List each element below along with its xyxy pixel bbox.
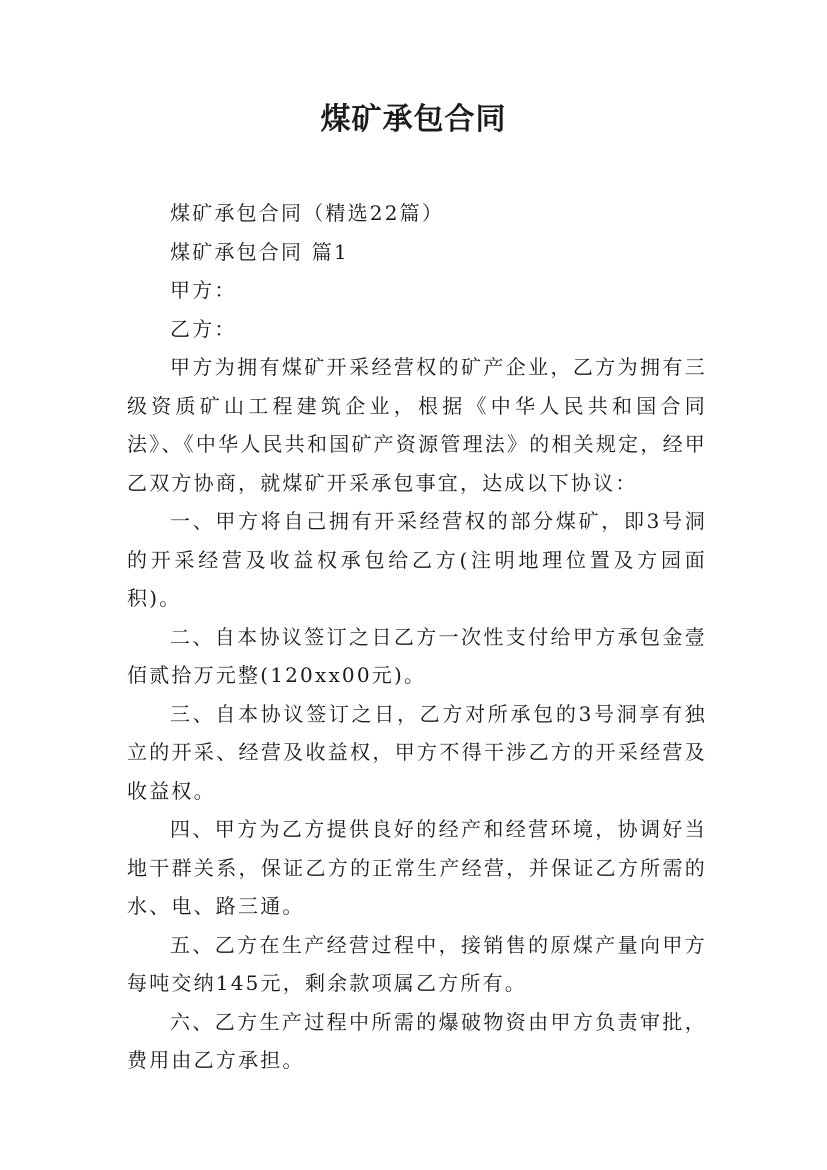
paragraph-clause-1: 一、甲方将自己拥有开采经营权的部分煤矿，即3号洞的开采经营及收益权承包给乙方(注明地理位置及方园面积)。 bbox=[127, 509, 707, 610]
paragraph-clause-3: 三、自本协议签订之日，乙方对所承包的3号洞享有独立的开采、经营及收益权，甲方不得干涉乙方的开采经营及收益权。 bbox=[127, 701, 707, 803]
paragraph-clause-4: 四、甲方为乙方提供良好的经产和经营环境，协调好当地干群关系，保证乙方的正常生产经营，并保证乙方所需的水、电、路三通。 bbox=[127, 817, 707, 918]
paragraph-preamble: 甲方为拥有煤矿开采经营权的矿产企业，乙方为拥有三级资质矿山工程建筑企业，根据《中华人民共和国合同法》、《中华人民共和国矿产资源管理法》的相关规定，经甲乙双方协商，就煤矿开采承包事宜，达成以下协议： bbox=[127, 355, 707, 495]
paragraph-clause-2: 二、自本协议签订之日乙方一次性支付给甲方承包金壹佰贰拾万元整(120xx00元)。 bbox=[127, 624, 707, 687]
document-title: 煤矿承包合同 bbox=[320, 102, 507, 137]
paragraph-party-b: 乙方： bbox=[170, 316, 237, 341]
paragraph-party-a: 甲方： bbox=[170, 278, 237, 302]
paragraph-section-heading: 煤矿承包合同 篇1 bbox=[170, 239, 349, 264]
document-body bbox=[127, 194, 707, 1080]
paragraph-clause-6: 六、乙方生产过程中所需的爆破物资由甲方负责审批，费用由乙方承担。 bbox=[127, 1009, 707, 1072]
paragraph-subtitle: 煤矿承包合同（精选22篇） bbox=[170, 201, 445, 225]
paragraph-clause-5: 五、乙方在生产经营过程中，接销售的原煤产量向甲方每吨交纳145元，剩余款项属乙方所有。 bbox=[127, 932, 707, 995]
